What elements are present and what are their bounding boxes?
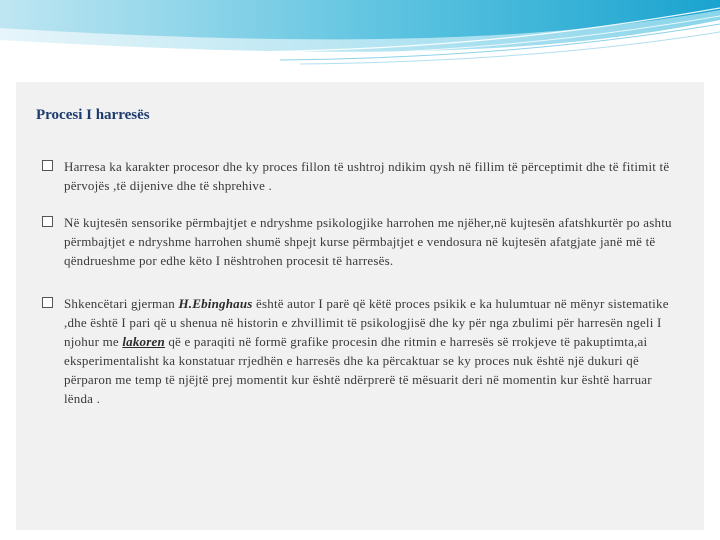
- bullet-item: [42, 294, 682, 408]
- bullet-text: Në kujtesën sensorike përmbajtjet e ndryshme psikologjike harrohen me njëher,në kujtesën afatshkurtër po ashtu përmbajtjet e ndryshme harrohen shumë shpejt kurse përmbajtjet e vendosura në kujtesën afatgjate janë më të qëndrueshme por edhe këto I nështrohen procesit të harresës.: [64, 215, 672, 268]
- bullet-text-part: është autor I parë që këtë proces psikik e ka hulumtuar në mënyr sistematike ,dhe është I pari që u shenua në historin e zhvillimit të psikologjisë dhe ky për nga zbulimi për harresën ngeli I njohur me: [64, 296, 669, 349]
- bullet-text: Harresa ka karakter procesor dhe ky proces fillon të ushtroj ndikim qysh në fillim të përceptimit dhe të fitimit të përvojës ,të dijenive dhe të shprehive .: [64, 159, 670, 193]
- bullet-item: [42, 213, 682, 270]
- slide-title: Procesi I harresës: [36, 107, 150, 123]
- checkbox-bullet-icon: [42, 160, 53, 171]
- bullet-list: [42, 157, 682, 426]
- checkbox-bullet-icon: [42, 216, 53, 227]
- bullet-text-part: Shkencëtari gjerman: [64, 296, 179, 311]
- scientist-name: H.Ebinghaus: [178, 296, 253, 311]
- checkbox-bullet-icon: [42, 297, 53, 308]
- bullet-item: [42, 157, 682, 195]
- header-wave-decoration: [0, 0, 720, 90]
- bullet-text-part: që e paraqiti në formë grafike procesin dhe ritmin e harresës së rrokjeve të pakuptimta,ai eksperimentalisht ka konstatuar rrjedhën e harresës dhe ka përcaktuar se ky proces nuk është një dukuri që përparon me temp të njëjtë prej momentit kur është ndërprerë të mësuarit deri në momentin kur është harruar lënda .: [64, 334, 652, 406]
- key-term: lakoren: [122, 334, 165, 349]
